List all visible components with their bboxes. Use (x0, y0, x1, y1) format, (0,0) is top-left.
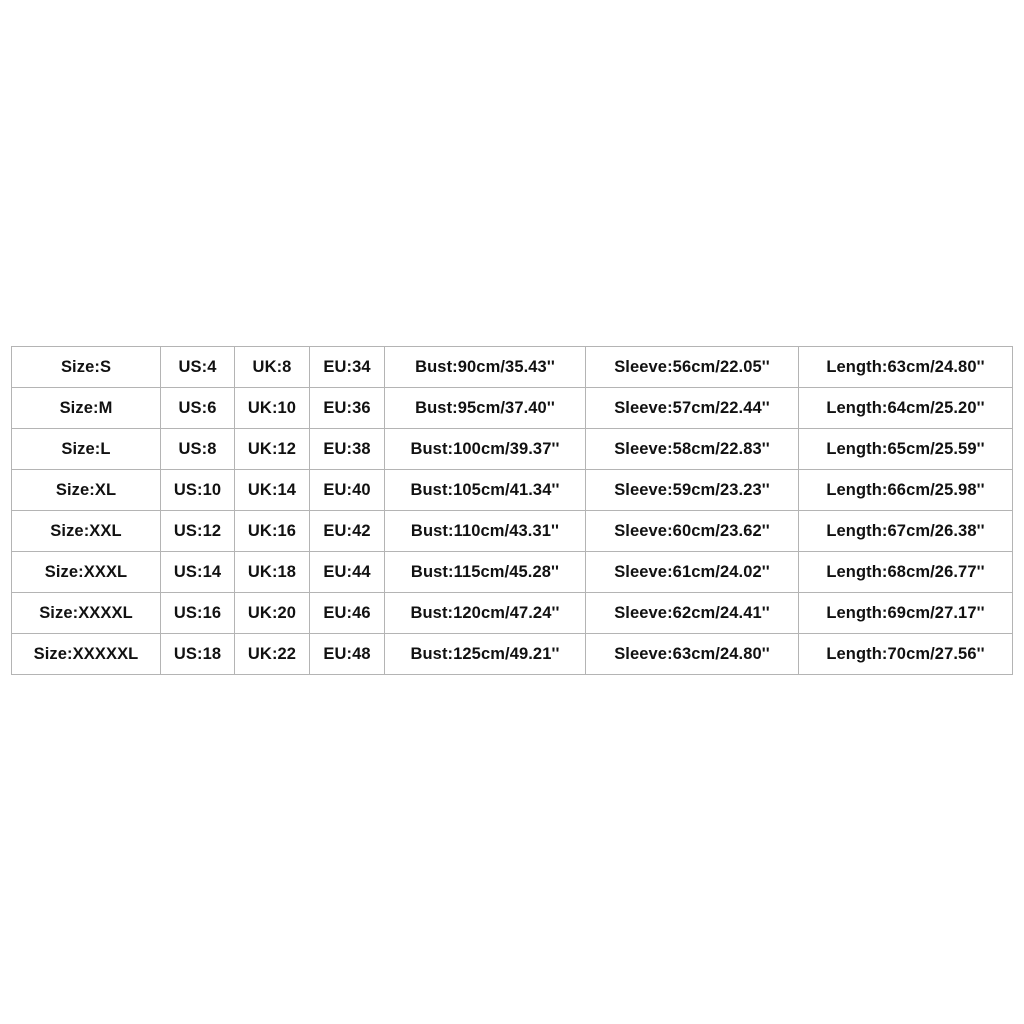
uk-size-cell: UK:8 (235, 347, 310, 388)
us-size-cell: US:4 (161, 347, 235, 388)
length-cell: Length:63cm/24.80'' (799, 347, 1013, 388)
sleeve-cell: Sleeve:59cm/23.23'' (586, 470, 799, 511)
sleeve-cell: Sleeve:56cm/22.05'' (586, 347, 799, 388)
size-cell: Size:XXL (12, 511, 161, 552)
table-row (12, 429, 1013, 470)
eu-size-cell: EU:44 (310, 552, 385, 593)
length-cell: Length:67cm/26.38'' (799, 511, 1013, 552)
bust-cell: Bust:100cm/39.37'' (385, 429, 586, 470)
us-size-cell: US:18 (161, 634, 235, 675)
bust-cell: Bust:120cm/47.24'' (385, 593, 586, 634)
table-row (12, 552, 1013, 593)
table-row (12, 593, 1013, 634)
bust-cell: Bust:95cm/37.40'' (385, 388, 586, 429)
size-cell: Size:L (12, 429, 161, 470)
us-size-cell: US:14 (161, 552, 235, 593)
sleeve-cell: Sleeve:61cm/24.02'' (586, 552, 799, 593)
length-cell: Length:64cm/25.20'' (799, 388, 1013, 429)
size-cell: Size:M (12, 388, 161, 429)
size-chart-body (12, 347, 1013, 675)
sleeve-cell: Sleeve:58cm/22.83'' (586, 429, 799, 470)
bust-cell: Bust:125cm/49.21'' (385, 634, 586, 675)
eu-size-cell: EU:34 (310, 347, 385, 388)
size-cell: Size:S (12, 347, 161, 388)
table-row (12, 347, 1013, 388)
bust-cell: Bust:110cm/43.31'' (385, 511, 586, 552)
sleeve-cell: Sleeve:60cm/23.62'' (586, 511, 799, 552)
uk-size-cell: UK:22 (235, 634, 310, 675)
length-cell: Length:68cm/26.77'' (799, 552, 1013, 593)
length-cell: Length:65cm/25.59'' (799, 429, 1013, 470)
us-size-cell: US:8 (161, 429, 235, 470)
size-cell: Size:XL (12, 470, 161, 511)
sleeve-cell: Sleeve:63cm/24.80'' (586, 634, 799, 675)
bust-cell: Bust:115cm/45.28'' (385, 552, 586, 593)
sleeve-cell: Sleeve:62cm/24.41'' (586, 593, 799, 634)
us-size-cell: US:12 (161, 511, 235, 552)
eu-size-cell: EU:38 (310, 429, 385, 470)
us-size-cell: US:10 (161, 470, 235, 511)
length-cell: Length:69cm/27.17'' (799, 593, 1013, 634)
eu-size-cell: EU:46 (310, 593, 385, 634)
eu-size-cell: EU:36 (310, 388, 385, 429)
size-cell: Size:XXXL (12, 552, 161, 593)
us-size-cell: US:16 (161, 593, 235, 634)
uk-size-cell: UK:20 (235, 593, 310, 634)
size-chart-table (11, 346, 1013, 675)
sleeve-cell: Sleeve:57cm/22.44'' (586, 388, 799, 429)
uk-size-cell: UK:12 (235, 429, 310, 470)
bust-cell: Bust:105cm/41.34'' (385, 470, 586, 511)
size-cell: Size:XXXXXL (12, 634, 161, 675)
us-size-cell: US:6 (161, 388, 235, 429)
eu-size-cell: EU:40 (310, 470, 385, 511)
bust-cell: Bust:90cm/35.43'' (385, 347, 586, 388)
length-cell: Length:70cm/27.56'' (799, 634, 1013, 675)
uk-size-cell: UK:14 (235, 470, 310, 511)
table-row (12, 470, 1013, 511)
table-row (12, 511, 1013, 552)
eu-size-cell: EU:42 (310, 511, 385, 552)
uk-size-cell: UK:16 (235, 511, 310, 552)
eu-size-cell: EU:48 (310, 634, 385, 675)
length-cell: Length:66cm/25.98'' (799, 470, 1013, 511)
uk-size-cell: UK:18 (235, 552, 310, 593)
table-row (12, 634, 1013, 675)
table-row (12, 388, 1013, 429)
size-cell: Size:XXXXL (12, 593, 161, 634)
uk-size-cell: UK:10 (235, 388, 310, 429)
